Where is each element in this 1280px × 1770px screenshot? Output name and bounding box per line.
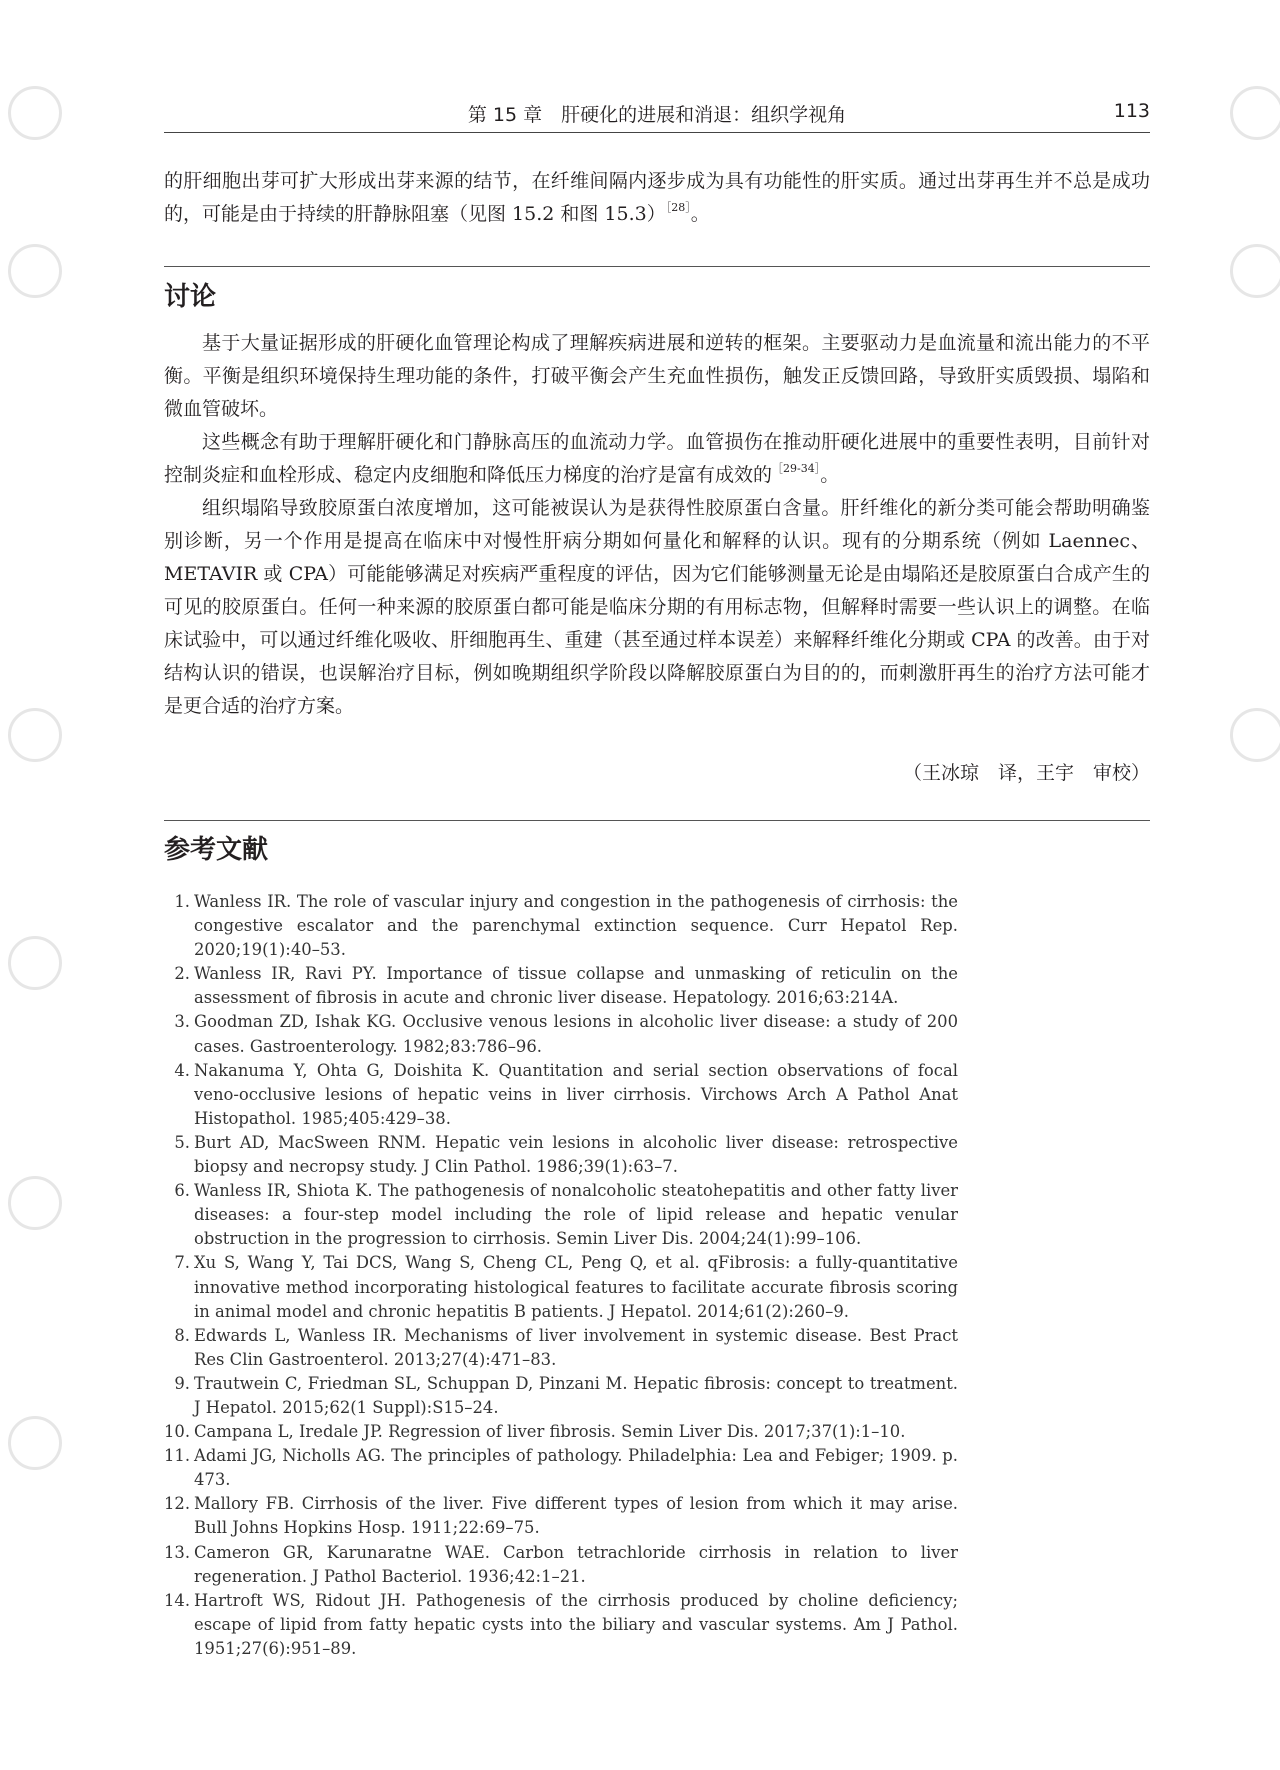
watermark-logo-icon — [1230, 86, 1280, 140]
references-heading: 参考文献 — [164, 835, 269, 865]
reference-number: 7. — [174, 1253, 190, 1273]
reference-item — [164, 1541, 958, 1589]
reference-number: 14. — [164, 1590, 191, 1610]
reference-item — [164, 1324, 958, 1372]
reference-item — [164, 1420, 958, 1444]
reference-item — [164, 1059, 958, 1131]
reference-number: 2. — [174, 964, 190, 984]
watermark-logo-icon — [1230, 244, 1280, 298]
reference-text: Mallory FB. Cirrhosis of the liver. Five different types of lesion from which it may arise. Bull Johns Hopkins Hosp. 1911;22:69–75. — [194, 1494, 958, 1538]
reference-number: 5. — [174, 1132, 190, 1152]
watermark-logo-icon — [8, 86, 62, 140]
reference-number: 10. — [164, 1422, 191, 1442]
watermark-logo-icon — [8, 1416, 62, 1470]
reference-text: Goodman ZD, Ishak KG. Occlusive venous lesions in alcoholic liver disease: a study of 200 cases. Gastroenterology. 1982;83:786–96. — [194, 1012, 958, 1056]
translator-credit: （王冰琼 译，王宇 审校） — [902, 762, 1150, 784]
reference-text: Edwards L, Wanless IR. Mechanisms of liver involvement in systemic disease. Best Pract Res Clin Gastroenterol. 2013;27(4):471–83. — [194, 1325, 958, 1369]
section-divider — [164, 820, 1150, 821]
paragraph-2-text: 这些概念有助于理解肝硬化和门静脉高压的血流动力学。血管损伤在推动肝硬化进展中的重要性表明，目前针对控制炎症和血栓形成、稳定内皮细胞和降低压力梯度的治疗是富有成效的 — [164, 431, 1150, 486]
reference-text: Xu S, Wang Y, Tai DCS, Wang S, Cheng CL, Peng Q, et al. qFibrosis: a fully-quantitative innovative method incorporating histological features to facilitate accurate fibrosis scoring in animal model and chronic hepatitis B patients. J Hepatol. 2014;61(2):260–9. — [194, 1253, 958, 1321]
paragraph-2-citation: ［29-34］ — [772, 462, 821, 475]
reference-item — [164, 1131, 958, 1179]
section-divider — [164, 266, 1150, 267]
chapter-title: 第 15 章 肝硬化的进展和消退：组织学视角 — [467, 104, 847, 126]
reference-text: Campana L, Iredale JP. Regression of liver fibrosis. Semin Liver Dis. 2017;37(1):1–10. — [194, 1422, 906, 1442]
reference-text: Wanless IR, Shiota K. The pathogenesis of nonalcoholic steatohepatitis and other fatty liver diseases: a four-step model including the role of lipid release and hepatic venular obstruction in the progression to cirrhosis. Semin Liver Dis. 2004;24(1):99–106. — [194, 1181, 958, 1249]
reference-number: 6. — [174, 1181, 190, 1201]
reference-item — [164, 1010, 958, 1058]
reference-text: Wanless IR, Ravi PY. Importance of tissue collapse and unmasking of reticulin on the assessment of fibrosis in acute and chronic liver disease. Hepatology. 2016;63:214A. — [194, 964, 958, 1008]
watermark-logo-icon — [8, 1176, 62, 1230]
reference-text: Trautwein C, Friedman SL, Schuppan D, Pinzani M. Hepatic fibrosis: concept to treatment. J Hepatol. 2015;62(1 Suppl):S15–24. — [194, 1373, 958, 1417]
reference-text: Adami JG, Nicholls AG. The principles of pathology. Philadelphia: Lea and Febiger; 1909. p. 473. — [194, 1446, 958, 1490]
reference-text: Burt AD, MacSween RNM. Hepatic vein lesions in alcoholic liver disease: retrospective biopsy and necropsy study. J Clin Pathol. 1986;39(1):63–7. — [194, 1132, 958, 1177]
reference-number: 1. — [174, 892, 190, 911]
watermark-logo-icon — [8, 708, 62, 762]
watermark-logo-icon — [8, 936, 62, 990]
intro-end: 。 — [690, 203, 710, 225]
reference-number: 9. — [174, 1373, 190, 1393]
reference-item — [164, 962, 958, 1010]
discussion-paragraph-1: 基于大量证据形成的肝硬化血管理论构成了理解疾病进展和逆转的框架。主要驱动力是血流量和流出能力的不平衡。平衡是组织环境保持生理功能的条件，打破平衡会产生充血性损伤，触发正反馈回路，导致肝实质毁损、塌陷和微血管破坏。 — [164, 332, 1150, 420]
watermark-logo-icon — [8, 244, 62, 298]
page-number: 113 — [1113, 100, 1150, 122]
reference-item — [164, 1492, 958, 1540]
discussion-body — [164, 327, 1150, 723]
running-header — [164, 96, 1150, 133]
reference-item — [164, 1179, 958, 1251]
reference-number: 3. — [174, 1012, 190, 1032]
intro-citation: ［28］ — [665, 201, 691, 214]
reference-number: 12. — [164, 1494, 191, 1514]
discussion-paragraph-3: 组织塌陷导致胶原蛋白浓度增加，这可能被误认为是获得性胶原蛋白含量。肝纤维化的新分类可能会帮助明确鉴别诊断，另一个作用是提高在临床中对慢性肝病分期如何量化和解释的认识。现有的分期系统（例如 Laennec、METAVIR 或 CPA）可能能够满足对疾病严重程度的评估，因为它们能够测量无论是由塌陷还是胶原蛋白合成产生的可见的胶原蛋白。任何一种来源的胶原蛋白都可能是临床分期的有用标志物，但解释时需要一些认识上的调整。在临床试验中，可以通过纤维化吸收、肝细胞再生、重建（甚至通过样本误差）来解释纤维化分期或 CPA 的改善。由于对结构认识的错误，也误解治疗目标，例如晚期组织学阶段以降解胶原蛋白为目的的，而刺激肝再生的治疗方法可能才是更合适的治疗方案。 — [164, 497, 1150, 717]
reference-item — [164, 1444, 958, 1492]
reference-number: 13. — [164, 1542, 191, 1562]
reference-item — [164, 1372, 958, 1420]
reference-item — [164, 1589, 958, 1661]
reference-item — [164, 890, 958, 962]
reference-list — [164, 890, 958, 1661]
reference-text: Nakanuma Y, Ohta G, Doishita K. Quantitation and serial section observations of focal veno-occlusive lesions of hepatic veins in liver cirrhosis. Virchows Arch A Pathol Anat Histopathol. 1985;405:429–38. — [194, 1060, 958, 1128]
reference-number: 4. — [174, 1060, 190, 1080]
watermark-logo-icon — [1230, 708, 1280, 762]
reference-item — [164, 1251, 958, 1323]
reference-number: 8. — [174, 1325, 190, 1345]
intro-paragraph — [164, 165, 1150, 231]
reference-text: Hartroft WS, Ridout JH. Pathogenesis of the cirrhosis produced by choline deficiency; escape of lipid from fatty hepatic cysts into the biliary and vascular systems. Am J Pathol. 1951;27(6):951–89. — [194, 1590, 958, 1658]
discussion-heading: 讨论 — [164, 282, 217, 312]
reference-number: 11. — [164, 1446, 191, 1466]
discussion-paragraph-2 — [164, 426, 1150, 492]
paragraph-2-end: 。 — [820, 464, 840, 486]
reference-text: Wanless IR. The role of vascular injury and congestion in the pathogenesis of cirrhosis: the congestive escalator and the parenchymal extinction sequence. Curr Hepatol Rep. 2020;19(1):40–53. — [194, 892, 958, 960]
reference-text: Cameron GR, Karunaratne WAE. Carbon tetrachloride cirrhosis in relation to liver regeneration. J Pathol Bacteriol. 1936;42:1–21. — [194, 1542, 958, 1586]
intro-text: 的肝细胞出芽可扩大形成出芽来源的结节，在纤维间隔内逐步成为具有功能性的肝实质。通过出芽再生并不总是成功的，可能是由于持续的肝静脉阻塞（见图 15.2 和图 15.3） — [164, 170, 1150, 225]
